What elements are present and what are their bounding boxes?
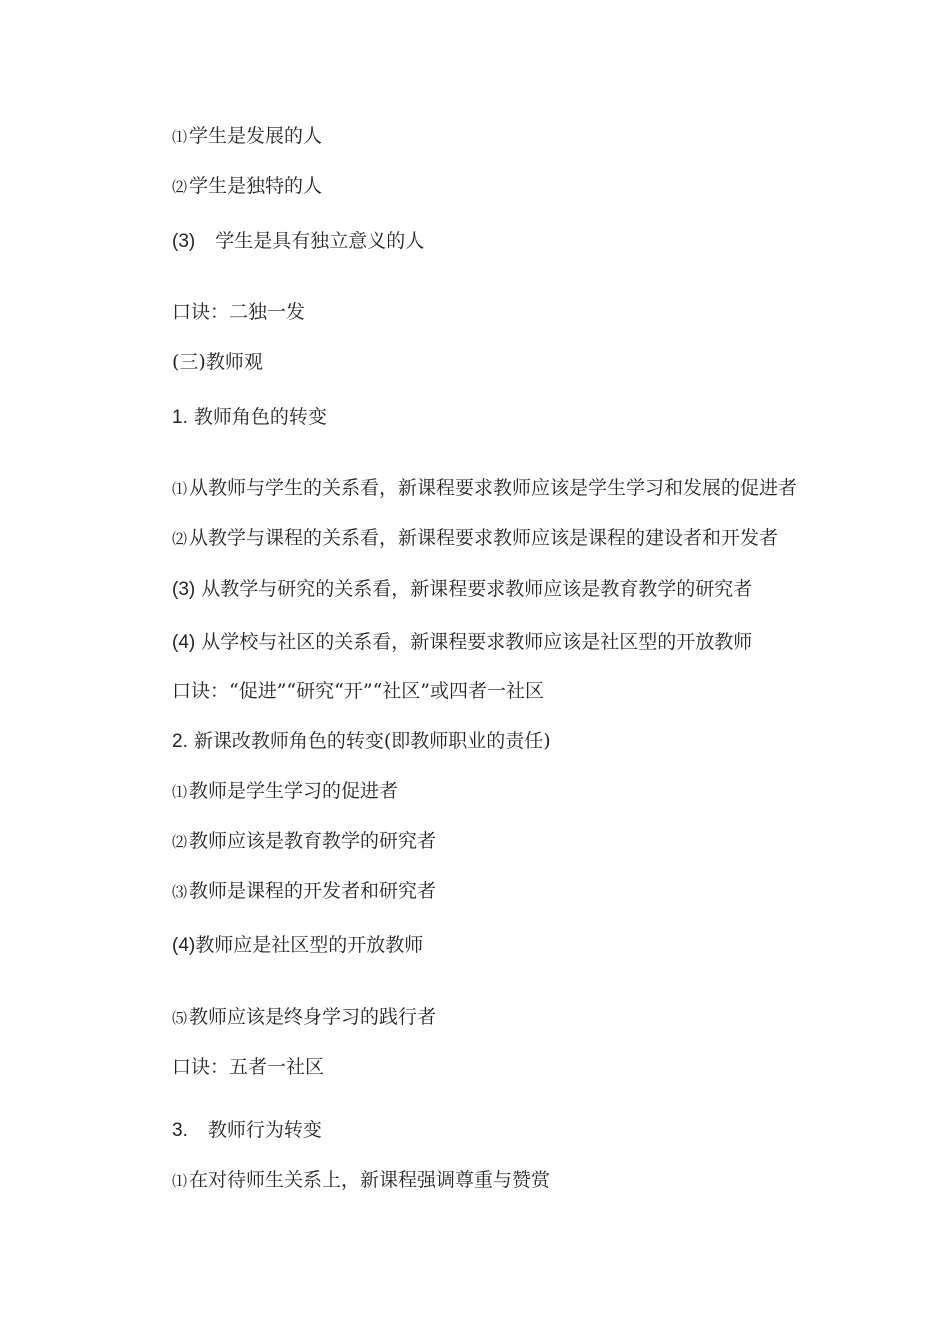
item-number: (4)	[172, 632, 196, 653]
list-item	[172, 476, 797, 502]
item-text: 学生是发展的人	[189, 125, 323, 147]
item-number: ⑴	[172, 129, 188, 146]
item-text: (三)教师观	[172, 351, 263, 373]
list-item	[172, 577, 752, 602]
item-number: ⑵	[172, 531, 188, 548]
mnemonic-line	[172, 679, 544, 703]
item-number: ⑴	[172, 1173, 188, 1190]
list-item	[172, 526, 778, 552]
item-number: ⑵	[172, 834, 188, 851]
item-text: 从教学与课程的关系看，新课程要求教师应该是课程的建设者和开发者	[189, 527, 779, 549]
list-item	[172, 229, 424, 254]
item-text: 口诀：“促进”“研究“开”“社区”或四者一社区	[172, 680, 544, 702]
list-item	[172, 829, 436, 855]
item-number: 3.	[172, 1120, 188, 1141]
item-text: 从学校与社区的关系看，新课程要求教师应该是社区型的开放教师	[201, 631, 753, 653]
section-heading	[172, 350, 263, 374]
item-number: (4)	[172, 935, 196, 956]
item-text: 教师是课程的开发者和研究者	[189, 880, 437, 902]
item-number: ⑸	[172, 1010, 188, 1027]
mnemonic-line	[172, 300, 305, 324]
item-text: 从教学与研究的关系看，新课程要求教师应该是教育教学的研究者	[201, 578, 753, 600]
item-text: 新课改教师角色的转变(即教师职业的责任)	[193, 730, 551, 752]
item-number: (3)	[172, 231, 196, 252]
list-item	[172, 879, 436, 905]
item-text: 教师应该是教育教学的研究者	[189, 830, 437, 852]
list-item	[172, 779, 398, 805]
item-text: 教师应是社区型的开放教师	[195, 934, 424, 956]
item-text: 从教师与学生的关系看，新课程要求教师应该是学生学习和发展的促进者	[189, 477, 798, 499]
item-text: 教师角色的转变	[193, 406, 327, 428]
item-number: ⑴	[172, 481, 188, 498]
item-text: 教师行为转变	[207, 1119, 322, 1141]
list-item	[172, 124, 322, 150]
item-text: 教师应该是终身学习的践行者	[189, 1006, 437, 1028]
item-number: ⑵	[172, 179, 188, 196]
subsection-heading	[172, 1118, 322, 1143]
item-text: 学生是具有独立意义的人	[215, 230, 425, 252]
item-number: (3)	[172, 579, 196, 600]
subsection-heading	[172, 405, 327, 430]
item-text: 教师是学生学习的促进者	[189, 780, 399, 802]
mnemonic-line	[172, 1055, 324, 1079]
item-number: 2.	[172, 731, 188, 752]
list-item	[172, 1168, 550, 1194]
item-text: 口诀：五者一社区	[172, 1056, 325, 1078]
list-item	[172, 174, 322, 200]
subsection-heading	[172, 729, 551, 754]
item-text: 口诀：二独一发	[172, 301, 306, 323]
item-number: 1.	[172, 407, 188, 428]
list-item	[172, 933, 423, 958]
list-item	[172, 630, 752, 655]
item-text: 在对待师生关系上，新课程强调尊重与赞赏	[189, 1169, 551, 1191]
list-item	[172, 1005, 436, 1031]
item-text: 学生是独特的人	[189, 175, 323, 197]
item-number: ⑴	[172, 784, 188, 801]
item-number: ⑶	[172, 884, 188, 901]
